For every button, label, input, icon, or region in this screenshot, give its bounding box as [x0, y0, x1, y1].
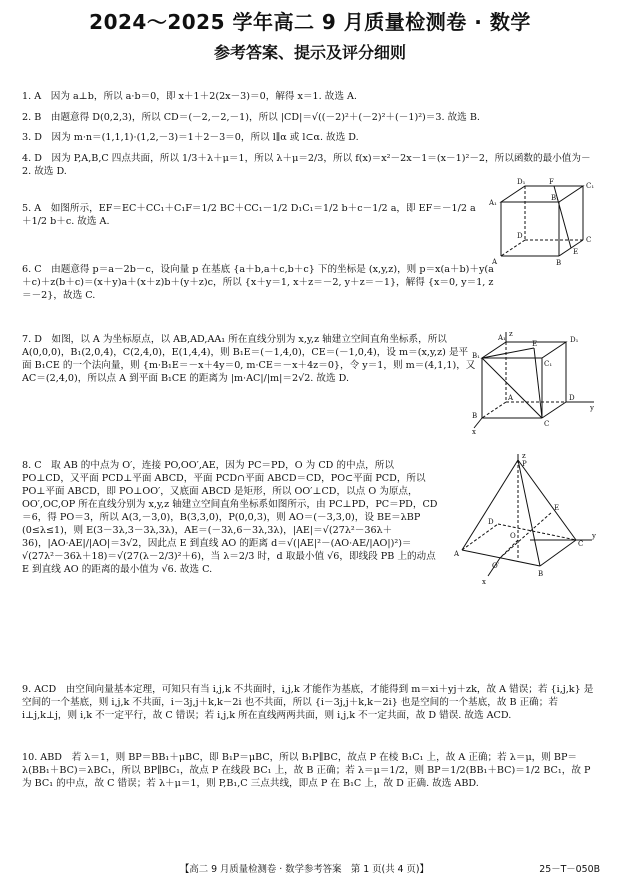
label-e: E [573, 248, 579, 256]
label-o: O [510, 532, 516, 540]
label-a: A [454, 550, 460, 558]
label-e: E [532, 340, 538, 348]
label-p: P [522, 460, 527, 468]
answer-7: 7. D 如图，以 A 为坐标原点，以 AB,AD,AA₁ 所在直线分别为 x,y,z 轴建立空间直角坐标系，所以 A(0,0,0)，B₁(2,0,4)，C(2,4,0)，E(1,4,4)，则 B₁E＝(－1,4,0)，CE＝(－1,0,4)，设 m＝(x,y,z) 是平面 B₁CE 的一个法向量，则 {m·B₁E＝－x＋4y＝0, m·CE＝－x＋4z＝0}，令 y＝1，则 m＝(4,1,1)，又 AC＝(2,4,0)，所以点 A 到平面 B₁CE 的距离为 |m·AC|/|m|＝2√2. 故选 D. [22, 334, 476, 384]
label-d1: D₁ [570, 336, 579, 344]
label-z: z [522, 452, 526, 460]
label-y: y [592, 532, 596, 540]
footer-page-info: 【高二 9 月质量检测卷 · 数学参考答案 第 1 页(共 4 页)】 [180, 864, 429, 875]
label-d: D [488, 518, 494, 526]
label-c1: C₁ [586, 182, 595, 190]
answer-5: 5. A 如图所示，EF＝EC＋CC₁＋C₁F＝1/2 BC＋CC₁－1/2 D₁C₁＝1/2 b＋c－1/2 a，即 EF＝－1/2 a＋1/2 b＋c. 故选 A. [22, 203, 476, 227]
label-d1: D₁ [517, 178, 526, 186]
label-d: D [569, 394, 575, 402]
label-a: A [508, 394, 514, 402]
page-subtitle: 参考答案、提示及评分细则 [213, 43, 406, 62]
footer-code: 25－T－050B [539, 864, 600, 875]
label-a: A [492, 258, 498, 266]
label-x: x [472, 428, 476, 436]
label-x: x [482, 578, 486, 586]
label-c1: C₁ [544, 360, 553, 368]
label-d: D [517, 232, 523, 240]
answer-1: 1. A 因为 a⊥b，所以 a·b＝0，即 x＋1＋2(2x－3)＝0，解得 x＝1. 故选 A. [22, 91, 357, 102]
answer-6: 6. C 由题意得 p＝a－2b－c，设向量 p 在基底 {a＋b,a＋c,b＋c} 下的坐标是 (x,y,z)，则 p＝x(a＋b)＋y(a＋c)＋z(b＋c)＝(x＋y)a＋(x＋z)b＋(y＋z)c，所以 {x＋y＝1, x＋z＝－2, y＋z＝－1}，解得 {x＝0, y＝1, z＝－2}，故选 C. [22, 264, 494, 301]
answer-4: 4. D 因为 P,A,B,C 四点共面，所以 1/3＋λ＋μ＝1，所以 λ＋μ＝2/3，所以 f(x)＝x²－2x－1＝(x－1)²－2，所以函数的最小值为－2. 故选 D. [22, 153, 591, 177]
label-z: z [509, 330, 513, 338]
label-b1: B₁ [472, 352, 480, 360]
label-b: B [538, 570, 544, 578]
label-o-prime: O′ [492, 562, 500, 570]
label-c: C [586, 236, 592, 244]
cube-figure-q5 [487, 178, 597, 266]
answer-10: 10. ABD 若 λ＝1，则 BP＝BB₁＋μBC，即 B₁P＝μBC，所以 B₁P∥BC，故点 P 在棱 B₁C₁ 上，故 A 正确；若 λ＝μ，则 BP＝λ(BB₁＋BC)＝λBC₁，所以 BP∥BC₁，故点 P 在线段 BC₁ 上，故 B 正确；若 λ＝μ＝1/2，则 BP＝1/2(BB₁＋BC)＝1/2 BC₁，故 P 为 BC₁ 的中点，故 C 错误；若 λ＋μ＝1，则 P,B₁,C 三点共线，即点 P 在 B₁C 上，故 D 正确. 故选 ABD. [22, 752, 591, 789]
pyramid-figure-q8 [452, 452, 602, 587]
answer-3: 3. D 因为 m·n＝(1,1,1)·(1,2,－3)＝1＋2－3＝0，所以 l∥α 或 l⊂α. 故选 D. [22, 132, 359, 143]
label-a1: A₁ [489, 199, 497, 207]
label-b: B [556, 259, 562, 266]
label-b1: B₁ [551, 194, 559, 202]
answer-8: 8. C 取 AB 的中点为 O′，连接 PO,OO′,AE，因为 PC＝PD，O 为 CD 的中点，所以 PO⊥CD，又平面 PCD⊥平面 ABCD，平面 PCD∩平面 ABCD＝CD，PO⊂平面 PCD，所以 PO⊥平面 ABCD，即 PO⊥OO′，又底面 ABCD 是矩形，所以 OO′⊥CD，以点 O 为原点，OO′,OC,OP 所在直线分别为 x,y,z 轴建立空间直角坐标系如图所示，由 PC⊥PD，PC＝PD，CD＝6，得 PO＝3，所以 A(3,－3,0)，B(3,3,0)，P(0,0,3)，则 AO＝(－3,3,0)，设 BE＝λBP (0≤λ≤1)，则 E(3－3λ,3－3λ,3λ)，AE＝(－3λ,6－3λ,3λ)，|AE|＝√(27λ²－36λ＋36)，|AO·AE|/|AO|＝3√2，因此点 E 到直线 AO 的距离 d＝√(|AE|²－(AO·AE/|AO|)²)＝√(27λ²－36λ＋18)＝√(27(λ－2/3)²＋6)，当 λ＝2/3 时，d 取最小值 √6，即线段 PB 上的动点 E 到直线 AO 的距离的最小值为 √6. 故选 C. [22, 460, 438, 575]
label-b: B [472, 412, 478, 420]
label-y: y [590, 404, 594, 412]
page-title: 2024～2025 学年高二 9 月质量检测卷 · 数学 [89, 10, 531, 34]
label-f: F [549, 178, 554, 186]
label-c: C [578, 540, 584, 548]
answer-9: 9. ACD 由空间向量基本定理，可知只有当 i,j,k 不共面时，i,j,k 才能作为基底，才能得到 m＝xi＋yj＋zk，故 A 错误；若 {i,j,k} 是空间的一个基底，则 i,j,k 不共面，i－3j,j＋k,k－2i 也不共面，所以 {i－3j,j＋k,k－2i} 也是空间的一个基底，故 B 正确；若 i⊥j,k⊥j，则 i,k 不一定平行，故 C 错误；若 i,j,k 所在直线两两共面，则 i,j,k 不一定共面，故 D 错误. 故选 ACD. [22, 684, 594, 721]
cube-figure-q7 [470, 328, 600, 436]
label-e: E [554, 504, 560, 512]
answer-2: 2. B 由题意得 D(0,2,3)，所以 CD＝(－2,－2,－1)，所以 |CD|＝√((－2)²＋(－2)²＋(－1)²)＝3. 故选 B. [22, 112, 480, 123]
label-c: C [544, 420, 550, 428]
label-a1: A₁ [498, 334, 506, 342]
